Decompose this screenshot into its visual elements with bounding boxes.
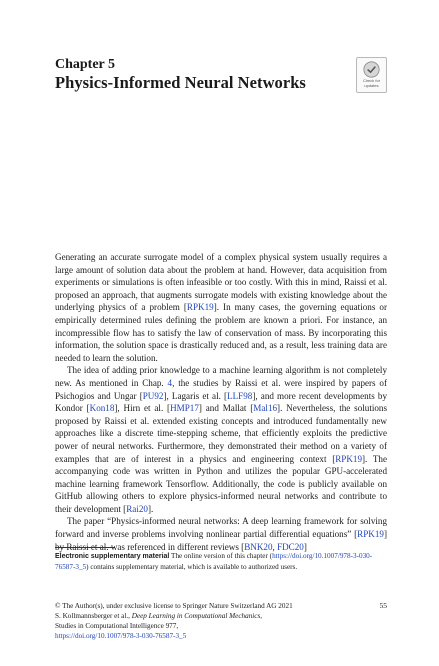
body-text-run: Generating an accurate surrogate model of a complex physical system usually requires a large amount of solution data about the problem at hand. However, data acquisition from experiments or simulations is often infeasible or too costly. With this in mind, Raissi et al. proposed an approach, that augments surrogate models with existing knowledge about the underlying physics of a problem [	[55, 252, 387, 313]
body-text-run: ], and more recent developments by Kondor [	[55, 390, 387, 414]
body-text-run: ] and Mallat [	[198, 403, 254, 414]
footnote-divider	[55, 547, 115, 548]
copyright-block	[55, 601, 325, 641]
body-text-run: ] by Raissi et al. was referenced in different reviews [	[55, 529, 387, 552]
copyright-line-2	[55, 611, 325, 621]
body-text-run: The idea of adding prior knowledge to a machine learning algorithm is not completely new. As mentioned in Chap.	[55, 365, 387, 388]
citation-link[interactable]: LLF98	[227, 390, 253, 401]
citation-link[interactable]: RPK19	[186, 302, 214, 313]
badge-text	[357, 79, 386, 88]
citation-link[interactable]: PU92	[142, 390, 164, 401]
chapter-body	[55, 251, 387, 553]
body-text-run: ], Hirn et al. [	[114, 403, 171, 414]
check-for-updates-icon	[363, 61, 380, 78]
citation-link[interactable]: 4	[167, 377, 173, 388]
footnote-doi-link[interactable]: https://doi.org/10.1007/978-3-030-76587-3_5	[55, 552, 373, 571]
body-text-run: ]	[303, 541, 307, 552]
citation-link[interactable]: Rai20	[126, 503, 148, 514]
body-text-run: , the studies by Raissi et al. were inspired by papers of Psichogios and Ungar [	[55, 377, 388, 401]
body-paragraph	[55, 364, 387, 515]
citation-link[interactable]: RPK19	[357, 529, 384, 540]
badge-line-1: Check for	[362, 78, 381, 83]
citation-link[interactable]: FDC20	[277, 541, 304, 552]
body-paragraph	[55, 251, 387, 364]
check-for-updates-badge[interactable]	[356, 57, 387, 93]
copyright-line-1: © The Author(s), under exclusive license to Springer Nature Switzerland AG 2021	[55, 602, 293, 610]
copyright-doi-link[interactable]: https://doi.org/10.1007/978-3-030-76587-3_5	[55, 632, 187, 640]
footnote-text-after: ) contains supplementary material, which is available to authorized users.	[86, 563, 298, 571]
body-text-run: ]. The accompanying code was written in Python and utilizes the popular GPU-accelerated machine learning framework Tensorflow. Additionally, the code is publicly available on GitHub allowing others to explore physics-informed neural networks and contribute to their development [	[55, 453, 387, 514]
chapter-label: Chapter 5	[55, 57, 116, 72]
copyright-authors: S. Kollmannsberger et al.,	[55, 612, 132, 620]
body-text-run: ]. Nevertheless, the solutions proposed by Raissi et al. extended existing concepts and introduced fundamentally new approaches like a discrete time-stepping scheme, that efficiently exploits the predictive power of neural networks. Furthermore, they demonstrated their method on a variety of examples that are of interest in a physics and engineering context [	[55, 403, 387, 464]
page-number: 55	[379, 601, 387, 610]
copyright-comma: ,	[260, 612, 263, 620]
footnote-text-before: The online version of this chapter (	[169, 552, 273, 560]
footnote-heading: Electronic supplementary material	[55, 553, 170, 560]
body-text-run: ]. In many cases, the governing equations or empirically determined rules defining the problem are known a priori. For instance, an incompressible flow has to satisfy the law of conservation of mass. By incorporating this information, the solution space is drastically reduced and, as a result, less training data are needed to learn the solution.	[55, 302, 387, 363]
citation-link[interactable]: Mal16	[253, 403, 278, 414]
copyright-book-title: Deep Learning in Computational Mechanics	[131, 612, 261, 620]
citation-link[interactable]: HMP17	[170, 403, 199, 414]
citation-link[interactable]: BNK20	[244, 541, 273, 552]
citation-link[interactable]: RPK19	[335, 453, 363, 464]
body-text-run: ], Lagaris et al. [	[163, 390, 228, 401]
body-text-run: The paper “Physics-informed neural networks: A deep learning framework for solving forward and inverse problems involving nonlinear partial differential equations” [	[55, 516, 387, 540]
body-text-run: ,	[272, 541, 278, 552]
chapter-title: Physics-Informed Neural Networks	[55, 73, 306, 92]
copyright-line-3: Studies in Computational Intelligence 977,	[55, 622, 179, 630]
footnote	[55, 551, 387, 572]
citation-link[interactable]: Kon18	[89, 403, 115, 414]
body-text-run: ].	[147, 503, 154, 514]
badge-line-2: updates	[364, 82, 379, 88]
